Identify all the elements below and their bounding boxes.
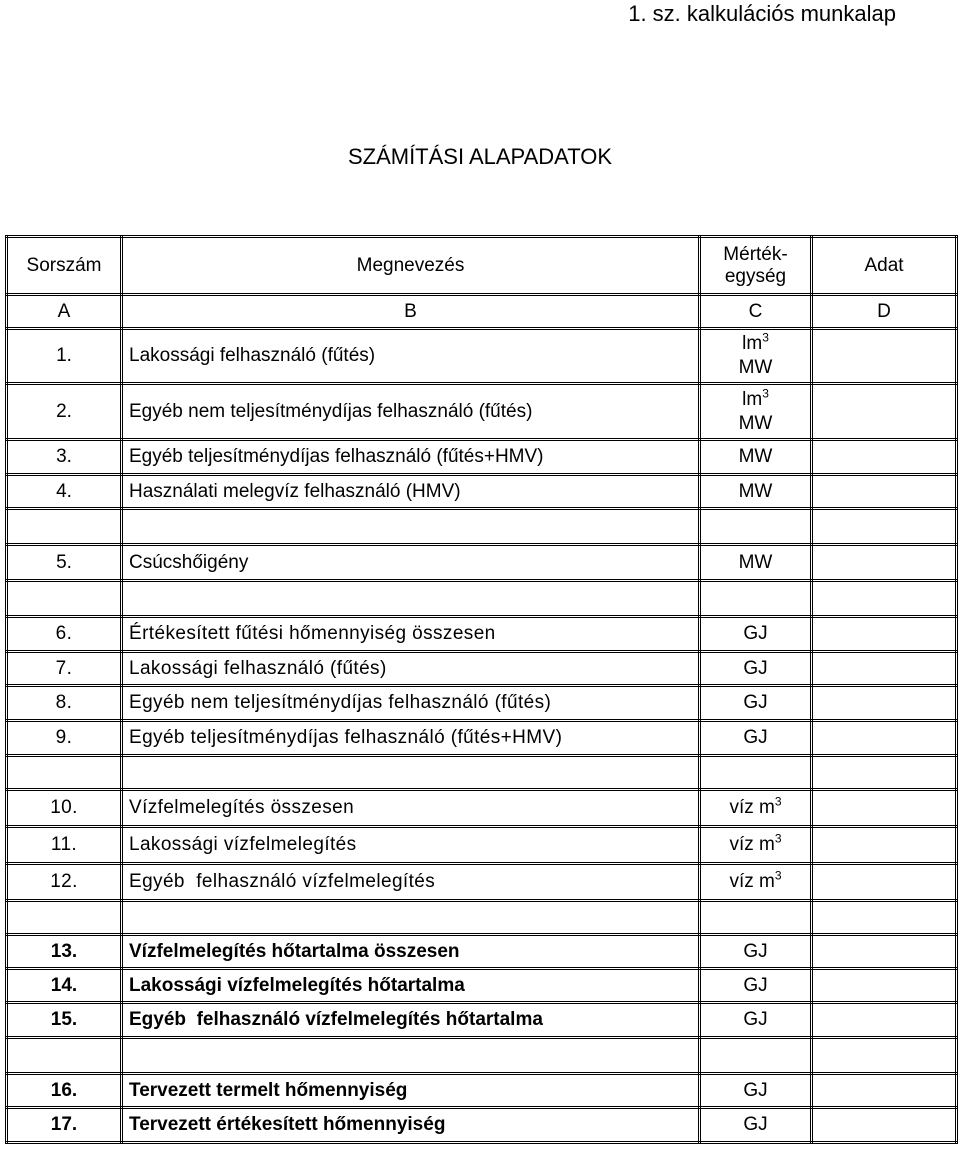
row-name: Vízfelmelegítés összesen xyxy=(122,790,700,827)
blank-row xyxy=(7,901,957,935)
row-unit: GJ xyxy=(700,1003,812,1038)
row-name: Használati melegvíz felhasználó (HMV) xyxy=(122,475,700,509)
unit-superscript: 3 xyxy=(774,831,782,846)
row-name: Vízfelmelegítés hőtartalma összesen xyxy=(122,935,700,969)
header-unit-line2: egység xyxy=(724,265,787,287)
row-data-cell[interactable] xyxy=(812,721,957,756)
table-row xyxy=(7,1074,957,1108)
table-row xyxy=(7,827,957,864)
row-name: Csúcshőigény xyxy=(122,545,700,581)
column-letter-b: B xyxy=(122,295,700,329)
blank-row xyxy=(7,509,957,545)
row-data-cell[interactable] xyxy=(812,1003,957,1038)
blank-row xyxy=(7,581,957,617)
row-data-cell[interactable] xyxy=(812,901,957,935)
row-number: 15. xyxy=(7,1003,122,1038)
row-data-cell[interactable] xyxy=(812,935,957,969)
blank-row xyxy=(7,1038,957,1074)
table-row xyxy=(7,1003,957,1038)
row-unit: GJ xyxy=(700,617,812,652)
row-unit: GJ xyxy=(700,969,812,1003)
row-name: Egyéb teljesítménydíjas felhasználó (fűtés+HMV) xyxy=(122,721,700,756)
row-data-cell[interactable] xyxy=(812,969,957,1003)
unit-superscript: 3 xyxy=(762,386,769,401)
row-name: Egyéb nem teljesítménydíjas felhasználó (fűtés) xyxy=(122,384,700,440)
row-number: 8. xyxy=(7,686,122,721)
row-unit: GJ xyxy=(700,1108,812,1143)
row-data-cell[interactable] xyxy=(812,790,957,827)
row-unit xyxy=(700,384,812,440)
column-letter-a: A xyxy=(7,295,122,329)
table-row xyxy=(7,790,957,827)
row-unit: GJ xyxy=(700,721,812,756)
row-number: 2. xyxy=(7,384,122,440)
row-data-cell[interactable] xyxy=(812,617,957,652)
row-unit: GJ xyxy=(700,1074,812,1108)
row-data-cell[interactable] xyxy=(812,475,957,509)
row-data-cell[interactable] xyxy=(812,440,957,475)
table-row xyxy=(7,617,957,652)
row-data-cell[interactable] xyxy=(812,827,957,864)
table-row xyxy=(7,475,957,509)
row-number: 17. xyxy=(7,1108,122,1143)
blank-row xyxy=(7,756,957,790)
table-row xyxy=(7,969,957,1003)
row-unit: MW xyxy=(700,545,812,581)
row-unit xyxy=(700,790,812,827)
header-row xyxy=(7,237,957,295)
column-letter-c: C xyxy=(700,295,812,329)
header-unit xyxy=(700,237,812,295)
table-row xyxy=(7,1108,957,1143)
row-name: Lakossági felhasználó (fűtés) xyxy=(122,329,700,384)
row-number: 12. xyxy=(7,864,122,901)
unit-superscript: 3 xyxy=(774,868,782,883)
row-number: 9. xyxy=(7,721,122,756)
row-name: Lakossági felhasználó (fűtés) xyxy=(122,652,700,686)
row-unit: MW xyxy=(700,475,812,509)
row-unit xyxy=(700,827,812,864)
unit-text: víz m xyxy=(729,834,775,855)
row-name: Tervezett értékesített hőmennyiség xyxy=(122,1108,700,1143)
calculation-table xyxy=(5,235,958,1144)
unit-superscript: 3 xyxy=(762,330,769,345)
column-letter-row xyxy=(7,295,957,329)
row-data-cell[interactable] xyxy=(812,652,957,686)
row-number: 10. xyxy=(7,790,122,827)
row-data-cell[interactable] xyxy=(812,1108,957,1143)
row-data-cell[interactable] xyxy=(812,509,957,545)
row-number: 11. xyxy=(7,827,122,864)
table-row xyxy=(7,329,957,384)
row-unit: GJ xyxy=(700,652,812,686)
column-letter-d: D xyxy=(812,295,957,329)
section-title: SZÁMÍTÁSI ALAPADATOK xyxy=(347,144,613,169)
row-unit xyxy=(700,864,812,901)
unit-text: víz m xyxy=(729,797,775,818)
table-row xyxy=(7,935,957,969)
unit-text: víz m xyxy=(729,871,775,892)
table-row xyxy=(7,384,957,440)
table-row xyxy=(7,545,957,581)
unit-top: lm xyxy=(742,388,763,410)
row-name: Egyéb felhasználó vízfelmelegítés xyxy=(122,864,700,901)
row-number: 13. xyxy=(7,935,122,969)
row-data-cell[interactable] xyxy=(812,1074,957,1108)
header-name: Megnevezés xyxy=(122,237,700,295)
row-name: Értékesített fűtési hőmennyiség összesen xyxy=(122,617,700,652)
row-number: 7. xyxy=(7,652,122,686)
row-name: Egyéb nem teljesítménydíjas felhasználó (fűtés) xyxy=(122,686,700,721)
row-name: Tervezett termelt hőmennyiség xyxy=(122,1074,700,1108)
table-row xyxy=(7,721,957,756)
row-data-cell[interactable] xyxy=(812,384,957,440)
row-data-cell[interactable] xyxy=(812,756,957,790)
row-data-cell[interactable] xyxy=(812,581,957,617)
row-unit: MW xyxy=(700,440,812,475)
row-number: 6. xyxy=(7,617,122,652)
unit-top: lm xyxy=(742,333,763,354)
unit-superscript: 3 xyxy=(774,794,782,809)
header-number: Sorszám xyxy=(7,237,122,295)
row-data-cell[interactable] xyxy=(812,686,957,721)
row-number: 16. xyxy=(7,1074,122,1108)
row-number: 14. xyxy=(7,969,122,1003)
row-data-cell[interactable] xyxy=(812,864,957,901)
row-name: Lakossági vízfelmelegítés xyxy=(122,827,700,864)
header-data: Adat xyxy=(812,237,957,295)
unit-bottom: MW xyxy=(738,357,773,378)
row-unit: GJ xyxy=(700,686,812,721)
row-name: Lakossági vízfelmelegítés hőtartalma xyxy=(122,969,700,1003)
table-row xyxy=(7,440,957,475)
row-data-cell[interactable] xyxy=(812,545,957,581)
row-number: 5. xyxy=(7,545,122,581)
row-name: Egyéb teljesítménydíjas felhasználó (fűtés+HMV) xyxy=(122,440,700,475)
row-number: 4. xyxy=(7,475,122,509)
row-data-cell[interactable] xyxy=(812,329,957,384)
row-number: 1. xyxy=(7,329,122,384)
header-unit-line1: Mérték- xyxy=(723,243,788,265)
row-name: Egyéb felhasználó vízfelmelegítés hőtartalma xyxy=(122,1003,700,1038)
table-row xyxy=(7,652,957,686)
row-unit xyxy=(700,329,812,384)
row-unit: GJ xyxy=(700,935,812,969)
table-row xyxy=(7,864,957,901)
worksheet-title: 1. sz. kalkulációs munkalap xyxy=(628,1,896,26)
table-row xyxy=(7,686,957,721)
row-number: 3. xyxy=(7,440,122,475)
row-data-cell[interactable] xyxy=(812,1038,957,1074)
unit-bottom: MW xyxy=(738,412,773,434)
